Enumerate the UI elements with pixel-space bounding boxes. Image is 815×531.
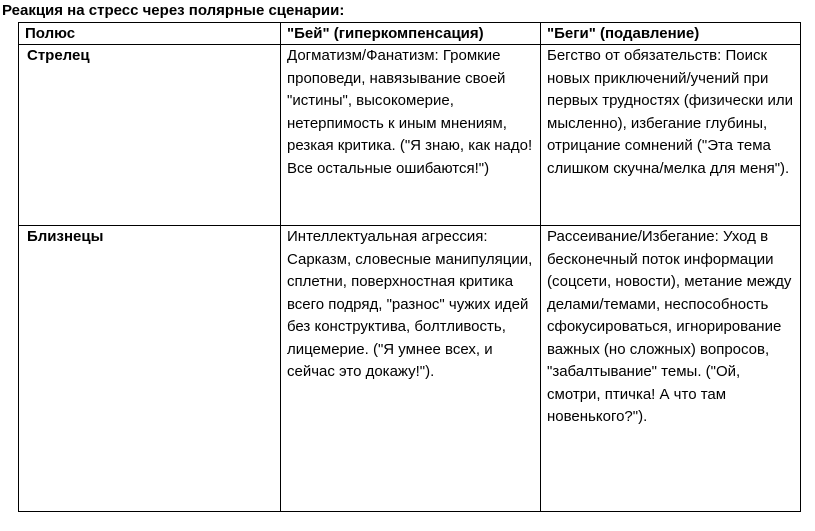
- cell-flight-gemini: Рассеивание/Избегание: Уход в бесконечный поток информации (соцсети, новости), метание между делами/темами, неспособность сфокусироваться, игнорирование важных (но сложных) вопросов, "забалтывание" темы. ("Ой, смотри, птичка! А что там новенького?").: [541, 226, 801, 512]
- document-title: Реакция на стресс через полярные сценарии:: [2, 2, 345, 19]
- cell-pole-gemini: Близнецы: [19, 226, 281, 512]
- cell-fight-sagittarius: Догматизм/Фанатизм: Громкие проповеди, навязывание своей "истины", высокомерие, нетерпимость к иным мнениям, резкая критика. ("Я знаю, как надо! Все остальные ошибаются!"): [281, 45, 541, 226]
- table-row: [19, 45, 801, 226]
- header-flight: "Беги" (подавление): [541, 23, 801, 45]
- stress-reaction-table: [18, 22, 801, 512]
- header-pole: Полюс: [19, 23, 281, 45]
- header-fight: "Бей" (гиперкомпенсация): [281, 23, 541, 45]
- table-row: [19, 226, 801, 512]
- cell-fight-gemini: Интеллектуальная агрессия: Сарказм, словесные манипуляции, сплетни, поверхностная критика всего подряд, "разнос" чужих идей без конструктива, болтливость, лицемерие. ("Я умнее всех, и сейчас это докажу!").: [281, 226, 541, 512]
- cell-flight-sagittarius: Бегство от обязательств: Поиск новых приключений/учений при первых трудностях (физически или мысленно), избегание глубины, отрицание сомнений ("Эта тема слишком скучна/мелка для меня").: [541, 45, 801, 226]
- table-header-row: [19, 23, 801, 45]
- cell-pole-sagittarius: Стрелец: [19, 45, 281, 226]
